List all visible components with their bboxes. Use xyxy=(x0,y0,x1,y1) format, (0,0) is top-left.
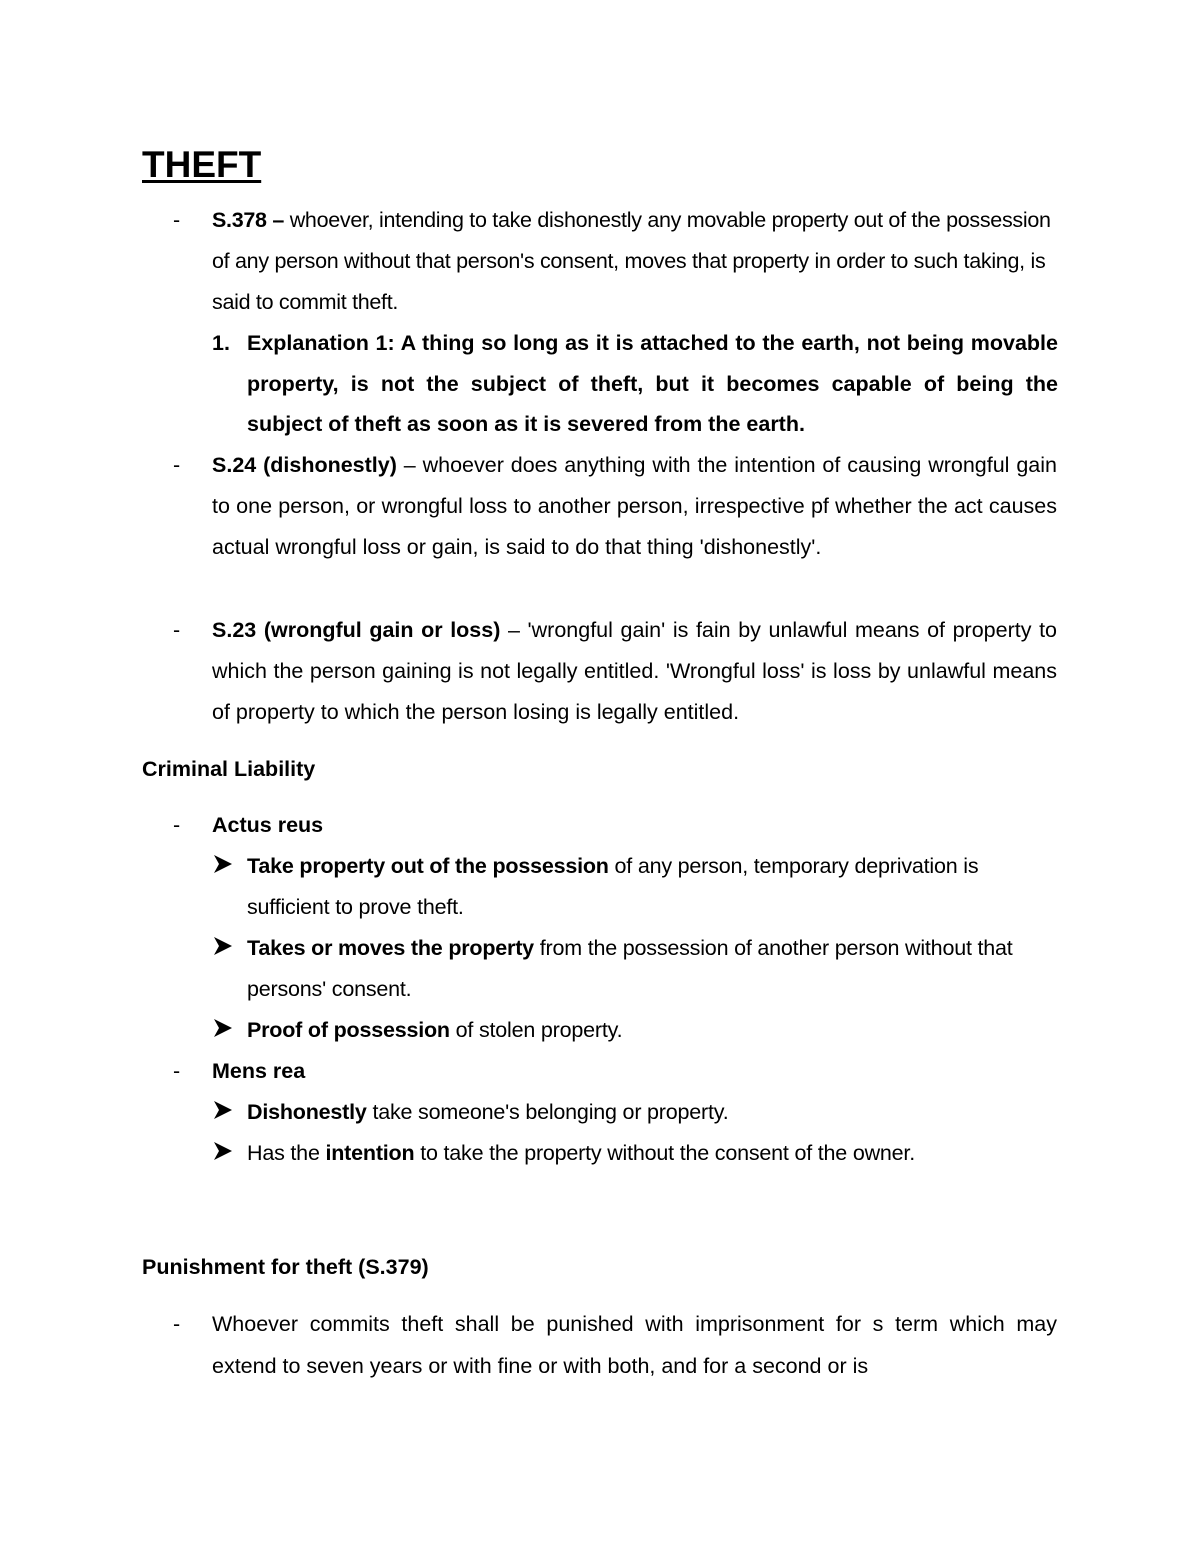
section-s378 xyxy=(0,200,1200,323)
section-s24 xyxy=(0,445,1200,568)
page-title: THEFT xyxy=(142,144,262,185)
point-text: to take the property without the consent of the owner. xyxy=(414,1141,915,1165)
dash-bullet: - xyxy=(173,813,181,837)
arrowhead-bullet-icon xyxy=(212,1017,234,1039)
list-item xyxy=(0,445,1057,568)
explanation-1 xyxy=(0,323,1200,445)
list-item xyxy=(0,805,1057,846)
point-bold: Take property out of the possession xyxy=(247,854,609,878)
list-item xyxy=(0,1051,1057,1092)
point-text: of stolen property. xyxy=(449,1018,623,1042)
point-pre: Has the xyxy=(247,1141,326,1165)
list-item xyxy=(0,200,1057,323)
point-text: from the possession of another person without that persons' consent. xyxy=(247,936,1013,1001)
list-item xyxy=(0,610,1057,733)
section-text: – whoever does anything with the intention of causing wrongful gain to one person, or wrongful loss to another person, irrespective pf whether the act causes actual wrongful loss or gain, is said to do that thing 'dishonestly'. xyxy=(212,453,1057,559)
criminal-liability-heading: Criminal Liability xyxy=(142,757,316,781)
arrowhead-bullet-icon xyxy=(212,935,234,957)
point-text: of any person, temporary deprivation is sufficient to prove theft. xyxy=(247,854,979,919)
punishment-section xyxy=(0,1303,1200,1387)
section-text: – 'wrongful gain' is fain by unlawful means of property to which the person gaining is not legally entitled. 'Wrongful loss' is loss by unlawful means of property to which the person losing is legally entitled. xyxy=(212,618,1057,724)
list-item xyxy=(0,1303,1057,1387)
arrowhead-bullet-icon xyxy=(212,1099,234,1121)
section-s23 xyxy=(0,610,1200,733)
list-item xyxy=(0,1010,1058,1051)
section-label: S.24 (dishonestly) xyxy=(212,453,397,477)
list-item xyxy=(0,928,1058,1010)
dash-bullet: - xyxy=(173,453,181,477)
punishment-heading: Punishment for theft (S.379) xyxy=(142,1255,429,1279)
section-text: whoever, intending to take dishonestly any movable property out of the possession of any person without that person's consent, moves that property in order to such taking, is said to commit theft. xyxy=(212,208,1051,314)
list-item xyxy=(0,846,1058,928)
point-text: take someone's belonging or property. xyxy=(366,1100,729,1124)
punishment-text: Whoever commits theft shall be punished with imprisonment for s term which may extend to seven years or with fine or with both, and for a second or is xyxy=(212,1312,1057,1378)
arrowhead-bullet-icon xyxy=(212,1140,234,1162)
dash-bullet: - xyxy=(173,1059,181,1083)
list-number: 1. xyxy=(212,331,230,355)
point-bold: Takes or moves the property xyxy=(247,936,534,960)
numbered-item xyxy=(0,323,1058,445)
arrowhead-bullet-icon xyxy=(212,853,234,875)
list-item xyxy=(0,1092,1058,1133)
dash-bullet: - xyxy=(173,1312,181,1336)
list-item xyxy=(0,1133,1058,1174)
actus-reus-section xyxy=(0,805,1200,1051)
dash-bullet: - xyxy=(173,208,180,232)
section-label: S.378 – xyxy=(212,208,285,232)
point-bold: Proof of possession xyxy=(247,1018,450,1042)
section-label: S.23 (wrongful gain or loss) xyxy=(212,618,501,642)
point-bold: intention xyxy=(325,1141,415,1165)
mens-rea-label: Mens rea xyxy=(212,1059,306,1083)
actus-reus-label: Actus reus xyxy=(212,813,324,837)
mens-rea-section xyxy=(0,1051,1200,1174)
dash-bullet: - xyxy=(173,618,181,642)
explanation-text: Explanation 1: A thing so long as it is attached to the earth, not being movable property, is not the subject of theft, but it becomes capable of being the subject of theft as soon as it is severed from the earth. xyxy=(247,331,1058,436)
point-bold: Dishonestly xyxy=(247,1100,367,1124)
